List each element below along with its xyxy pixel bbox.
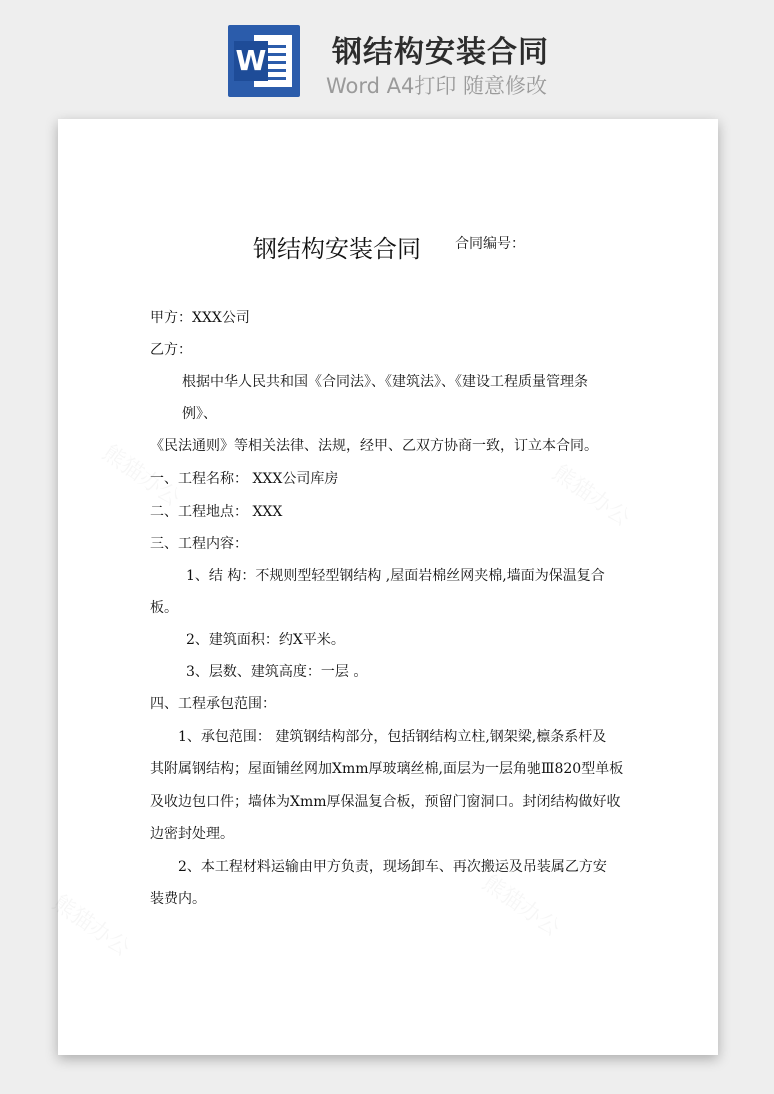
section-heading: 三、工程内容： <box>150 536 248 552</box>
paragraph-line: 其附属钢结构；屋面铺丝网加Xmm厚玻璃丝棉,面层为一层角驰Ⅲ820型单板 <box>150 761 624 777</box>
contract-number-label: 合同编号： <box>455 236 525 252</box>
section-heading: 二、工程地点： XXX <box>150 504 283 520</box>
paragraph-line: 1、承包范围： 建筑钢结构部分，包括钢结构立柱,钢架梁,檩条系杆及 <box>178 729 607 745</box>
section-heading: 一、工程名称： XXX公司库房 <box>150 471 339 487</box>
word-logo-letter: W <box>234 41 268 81</box>
party-a: 甲方：XXX公司 <box>150 310 250 326</box>
paragraph-line: 板。 <box>150 600 178 616</box>
paragraph-line: 例》、 <box>182 406 217 422</box>
word-icon <box>228 25 300 97</box>
header-subtitle: Word A4打印 随意修改 <box>326 74 548 98</box>
paragraph-line: 2、本工程材料运输由甲方负责，现场卸车、再次搬运及吊装属乙方安 <box>178 859 607 875</box>
paragraph-line: 3、层数、建筑高度：一层 。 <box>186 664 368 680</box>
site-header <box>0 0 774 118</box>
watermark <box>547 457 637 533</box>
paragraph-line: 装费内。 <box>150 891 206 907</box>
paragraph-line: 及收边包口件；墙体为Xmm厚保温复合板，预留门窗洞口。封闭结构做好收 <box>150 794 621 810</box>
header-title: 钢结构安装合同 <box>332 35 549 70</box>
section-heading: 四、工程承包范围： <box>150 696 276 712</box>
watermark <box>477 867 567 943</box>
paragraph-line: 根据中华人民共和国《合同法》、《建筑法》、《建设工程质量管理条 <box>182 374 588 390</box>
document-title: 钢结构安装合同 <box>253 235 421 263</box>
document-page <box>58 119 718 1055</box>
paragraph-line: 1、结 构：不规则型轻型钢结构 ,屋面岩棉丝网夹棉,墙面为保温复合 <box>186 568 605 584</box>
paragraph-line: 2、建筑面积：约X平米。 <box>186 632 345 648</box>
paragraph-line: 《民法通则》等相关法律、法规，经甲、乙双方协商一致，订立本合同。 <box>150 438 598 454</box>
paragraph-line: 边密封处理。 <box>150 826 234 842</box>
party-b: 乙方： <box>150 342 192 358</box>
watermark <box>47 887 137 963</box>
